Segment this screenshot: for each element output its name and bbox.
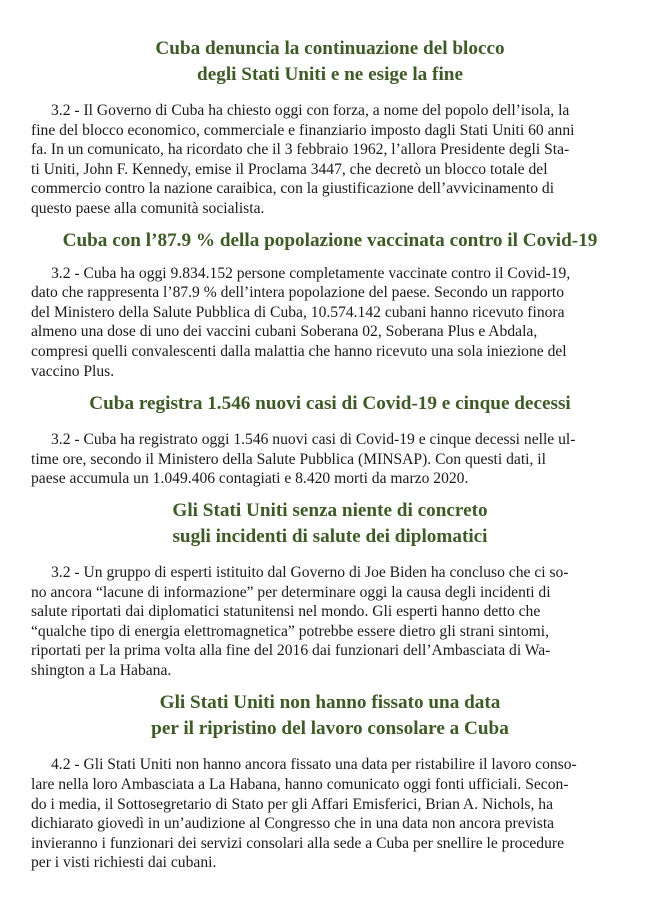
article-covid-cases	[31, 391, 629, 489]
headline-line: Gli Stati Uniti non hanno fissato una data	[159, 692, 501, 714]
body-line: do i media, il Sottosegretario di Stato per gli Affari Emisferici, Brian A. Nichols, ha	[31, 795, 554, 813]
body-line: ti Uniti, John F. Kennedy, emise il Proclama 3447, che decretò un blocco totale del	[31, 160, 548, 178]
headline-line: Cuba registra 1.546 nuovi casi di Covid-19 e cinque decessi	[89, 393, 571, 415]
body-line: 3.2 - Un gruppo di esperti istituito dal Governo di Joe Biden ha concluso che ci so-	[51, 563, 569, 581]
article-body	[31, 264, 629, 382]
article-body	[31, 430, 629, 489]
article-body	[31, 755, 629, 873]
article-body	[31, 563, 629, 681]
body-line: 3.2 - Cuba ha oggi 9.834.152 persone completamente vaccinate contro il Covid-19,	[51, 264, 571, 282]
body-line: almeno una dose di uno dei vaccini cubani Soberana 02, Soberana Plus e Abdala,	[31, 323, 538, 341]
article-headline	[31, 228, 629, 254]
body-line: time ore, secondo il Ministero della Salute Pubblica (MINSAP). Con questi dati, il	[31, 450, 546, 468]
article-diplomats-health	[31, 498, 629, 681]
headline-line: Cuba denuncia la continuazione del blocco	[155, 38, 505, 59]
headline-line: Gli Stati Uniti senza niente di concreto	[172, 499, 488, 521]
body-line: riportati per la prima volta alla fine del 2016 dai funzionari dell’Ambasciata di Wa-	[31, 642, 551, 660]
news-page	[31, 30, 629, 873]
body-line: lare nella loro Ambasciata a La Habana, hanno comunicato oggi fonti ufficiali. Secon-	[31, 776, 569, 794]
headline-line: sugli incidenti di salute dei diplomatici	[172, 525, 488, 547]
article-headline	[31, 690, 629, 742]
article-consular-work	[31, 690, 629, 873]
body-line: “qualche tipo di energia elettromagnetica” potrebbe essere dietro gli strani sintomi,	[31, 622, 550, 640]
body-line: vaccino Plus.	[31, 362, 115, 380]
body-line: del Ministero della Salute Pubblica di Cuba, 10.574.142 cubani hanno ricevuto finora	[31, 303, 565, 321]
body-line: fine del blocco economico, commerciale e finanziario imposto dagli Stati Uniti 60 anni	[31, 121, 575, 139]
body-line: dato che rappresenta l’87.9 % dell’intera popolazione del paese. Secondo un rapporto	[31, 284, 565, 302]
article-headline	[31, 498, 629, 550]
body-line: paese accumula un 1.049.406 contagiati e 8.420 morti da marzo 2020.	[31, 470, 469, 488]
body-line: no ancora “lacune di informazione” per determinare oggi la causa degli incidenti di	[31, 583, 551, 601]
body-line: 3.2 - Il Governo di Cuba ha chiesto oggi con forza, a nome del popolo dell’isola, la	[51, 102, 570, 119]
article-vaccination	[31, 228, 629, 382]
body-line: per i visti richiesti dai cubani.	[31, 854, 217, 872]
body-line: salute riportati dai diplomatici statunitensi nel mondo. Gli esperti hanno detto che	[31, 603, 541, 621]
article-embargo	[31, 36, 629, 219]
body-line: shington a La Habana.	[31, 661, 172, 679]
article-headline	[31, 391, 629, 417]
body-line: fa. In un comunicato, ha ricordato che il 3 febbraio 1962, l’allora Presidente degli Sta-	[31, 141, 570, 159]
body-line: dichiarato giovedì in un’audizione al Congresso che in una data non ancora prevista	[31, 815, 555, 833]
article-headline	[31, 36, 629, 88]
headline-line: per il ripristino del lavoro consolare a Cuba	[151, 718, 509, 740]
body-line: 3.2 - Cuba ha registrato oggi 1.546 nuovi casi di Covid-19 e cinque decessi nelle ul-	[51, 431, 576, 449]
headline-line: degli Stati Uniti e ne esige la fine	[197, 64, 463, 85]
body-line: questo paese alla comunità socialista.	[31, 199, 265, 217]
article-body	[31, 101, 629, 219]
body-line: invieranno i funzionari dei servizi consolari alla sede a Cuba per snellire le procedure	[31, 834, 565, 852]
body-line: compresi quelli convalescenti dalla malattia che hanno ricevuto una sola iniezione del	[31, 342, 567, 360]
body-line: 4.2 - Gli Stati Uniti non hanno ancora fissato una data per ristabilire il lavoro conso-	[51, 756, 577, 774]
headline-line: Cuba con l’87.9 % della popolazione vaccinata contro il Covid-19	[62, 229, 598, 251]
body-line: commercio contro la nazione caraibica, con la giustificazione dell’avvicinamento di	[31, 180, 555, 198]
